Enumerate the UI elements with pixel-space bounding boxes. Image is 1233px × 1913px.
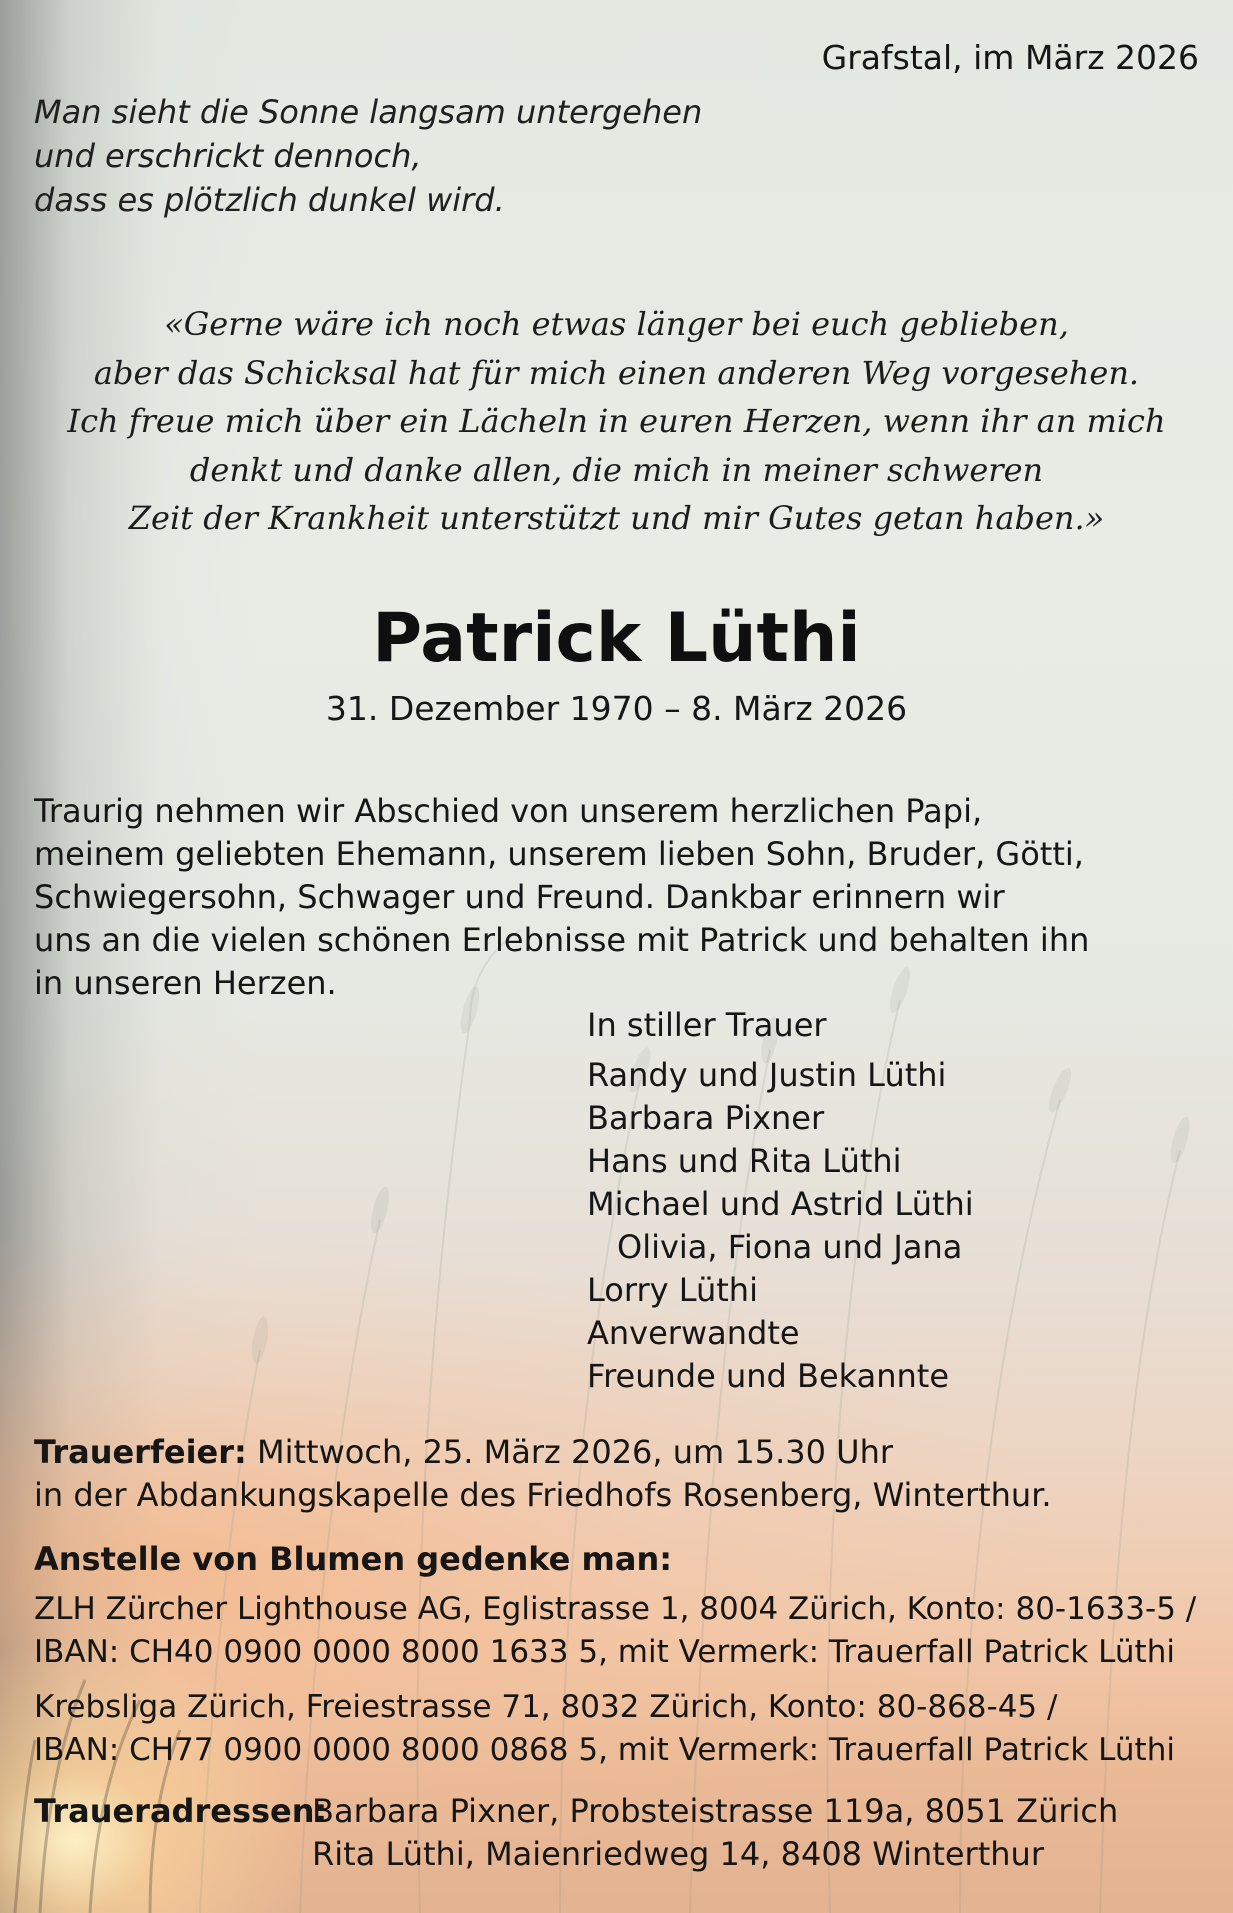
donation-iban: IBAN: CH77 0900 0000 8000 0868 5, mit Vermerk: Trauerfall Patrick Lüthi [34,1732,1175,1768]
mourner-name: Michael und Astrid Lüthi [587,1185,974,1223]
donation-heading: Anstelle von Blumen gedenke man: [34,1540,673,1578]
mourner-name: Hans und Rita Lüthi [587,1142,902,1180]
donation-entry [34,1686,1175,1772]
quote-line: Zeit der Krankheit unterstützt und mir Gutes getan haben.» [128,499,1105,537]
mourner-name: Randy und Justin Lüthi [587,1056,947,1094]
quote-line: «Gerne wäre ich noch etwas länger bei euch geblieben, [164,305,1069,343]
motto-line: dass es plötzlich dunkel wird. [34,181,505,219]
ceremony-info [34,1431,1052,1517]
donation-iban: IBAN: CH40 0900 0000 8000 1633 5, mit Vermerk: Trauerfall Patrick Lüthi [34,1634,1175,1670]
mourner-name: Olivia, Fiona und Jana [617,1228,963,1266]
mourning-label: In stiller Trauer [587,1006,827,1044]
quote-line: Ich freue mich über ein Lächeln in euren Herzen, wenn ihr an mich [67,402,1166,440]
quote-line: aber das Schicksal hat für mich einen anderen Weg vorgesehen. [93,353,1140,392]
addresses-label: Traueradressen: [34,1792,328,1830]
life-dates: 31. Dezember 1970 – 8. März 2026 [325,689,908,728]
mourners-list [587,1054,974,1398]
donation-entry [34,1588,1196,1674]
place-date: Grafstal, im März 2026 [821,38,1199,77]
mourner-name: Barbara Pixner [587,1099,825,1137]
donation-address: Krebsliga Zürich, Freiestrasse 71, 8032 Zürich, Konto: 80-868-45 / [34,1689,1058,1725]
address-line: Rita Lüthi, Maienriedweg 14, 8408 Winterthur [312,1835,1044,1873]
deceased-name: Patrick Lüthi [372,599,861,678]
motto-line: und erschrickt dennoch, [34,137,422,175]
ceremony-label: Trauerfeier: [34,1433,247,1471]
farewell-quote [0,300,1233,543]
ceremony-datetime: Mittwoch, 25. März 2026, um 15.30 Uhr [246,1433,894,1471]
mourning-addresses [312,1790,1118,1876]
motto-verse [34,90,702,222]
donation-address: ZLH Zürcher Lighthouse AG, Eglistrasse 1, 8004 Zürich, Konto: 80-1633-5 / [34,1591,1197,1627]
motto-line: Man sieht die Sonne langsam untergehen [34,93,703,131]
mourner-name: Anverwandte [587,1314,800,1352]
mourner-name: Lorry Lüthi [587,1271,758,1309]
announcement-text: Traurig nehmen wir Abschied von unserem herzlichen Papi, meinem geliebten Ehemann, unserem lieben Sohn, Bruder, Götti, Schwiegersohn, Schwager und Freund. Dankbar erinnern wir uns an die vielen schönen Erlebnisse mit Patrick und behalten ihn in unseren Herzen. [34,792,1090,1002]
ceremony-location: in der Abdankungskapelle des Friedhofs Rosenberg, Winterthur. [34,1476,1052,1514]
quote-line: denkt und danke allen, die mich in meiner schweren [189,450,1044,489]
address-line: Barbara Pixner, Probsteistrasse 119a, 8051 Zürich [312,1792,1119,1830]
mourner-name: Freunde und Bekannte [587,1357,950,1395]
